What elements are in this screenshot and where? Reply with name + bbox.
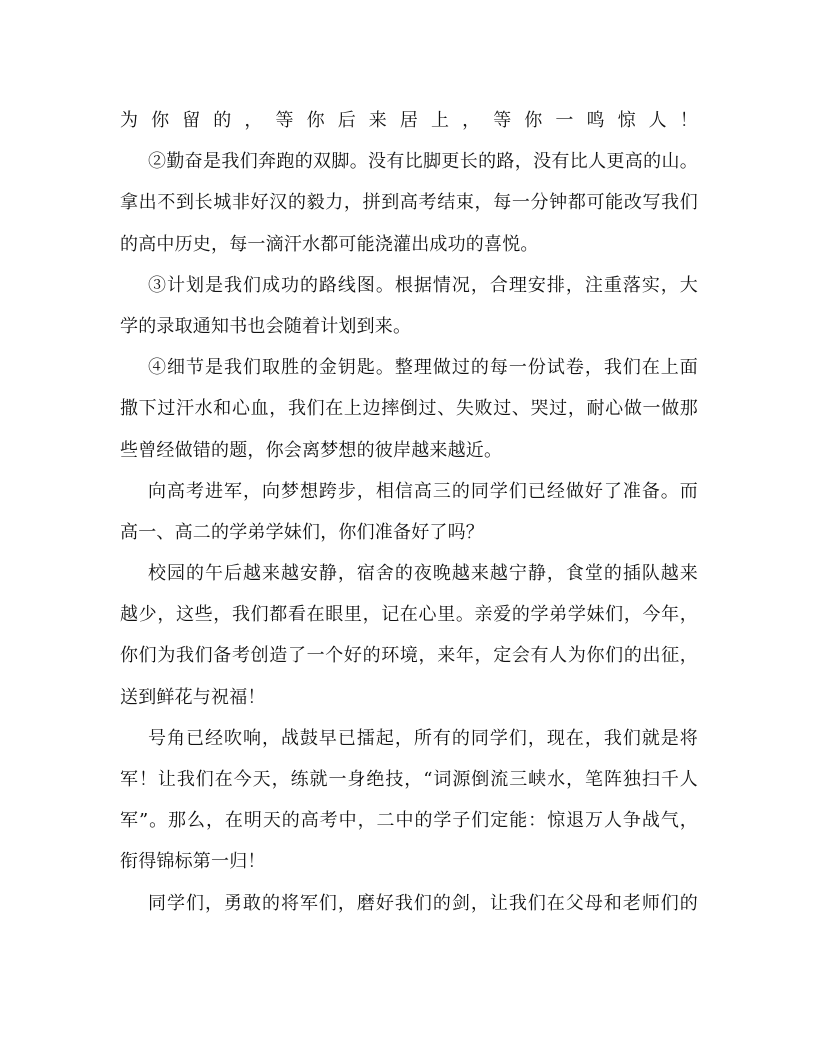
- text-line-18: 军”。那么，在明天的高考中，二中的学子们定能：惊退万人争战气，: [120, 810, 698, 832]
- text-line-4: 的高中历史，每一滴汗水都可能浇灌出成功的喜悦。: [120, 233, 539, 255]
- text-line-1: 为你留的，等你后来居上，等你一鸣惊人！: [120, 110, 698, 131]
- speech-body: [120, 100, 698, 924]
- text-line-20: 同学们，勇敢的将军们，磨好我们的剑，让我们在父母和老师们的: [148, 892, 698, 914]
- text-line-19: 衔得锦标第一归！: [120, 851, 266, 873]
- text-line-5: ③计划是我们成功的路线图。根据情况，合理安排，注重落实，大: [148, 274, 698, 296]
- text-line-13: 越少，这些，我们都看在眼里，记在心里。亲爱的学弟学妹们，今年，: [120, 604, 698, 626]
- text-line-7: ④细节是我们取胜的金钥匙。整理做过的每一份试卷，我们在上面: [148, 357, 698, 379]
- text-line-10: 向高考进军，向梦想跨步，相信高三的同学们已经做好了准备。而: [148, 480, 698, 502]
- text-line-16: 号角已经吹响，战鼓早已擂起，所有的同学们，现在，我们就是将: [148, 727, 698, 749]
- text-line-14: 你们为我们备考创造了一个好的环境，来年，定会有人为你们的出征，: [120, 645, 698, 667]
- text-line-17: 军！让我们在今天，练就一身绝技，“词源倒流三峡水，笔阵独扫千人: [120, 769, 698, 790]
- text-line-3: 拿出不到长城非好汉的毅力，拼到高考结束，每一分钟都可能改写我们: [120, 192, 698, 214]
- text-line-15: 送到鲜花与祝福！: [120, 686, 266, 708]
- text-line-6: 学的录取通知书也会随着计划到来。: [120, 315, 412, 337]
- text-line-11: 高一、高二的学弟学妹们，你们准备好了吗？: [120, 521, 484, 543]
- text-line-9: 些曾经做错的题，你会离梦想的彼岸越来越近。: [120, 439, 503, 461]
- text-line-12: 校园的午后越来越安静，宿舍的夜晚越来越宁静，食堂的插队越来: [148, 563, 698, 585]
- text-line-2: ②勤奋是我们奔跑的双脚。没有比脚更长的路，没有比人更高的山。: [148, 151, 698, 173]
- text-line-8: 撒下过汗水和心血，我们在上边摔倒过、失败过、哭过，耐心做一做那: [120, 398, 698, 420]
